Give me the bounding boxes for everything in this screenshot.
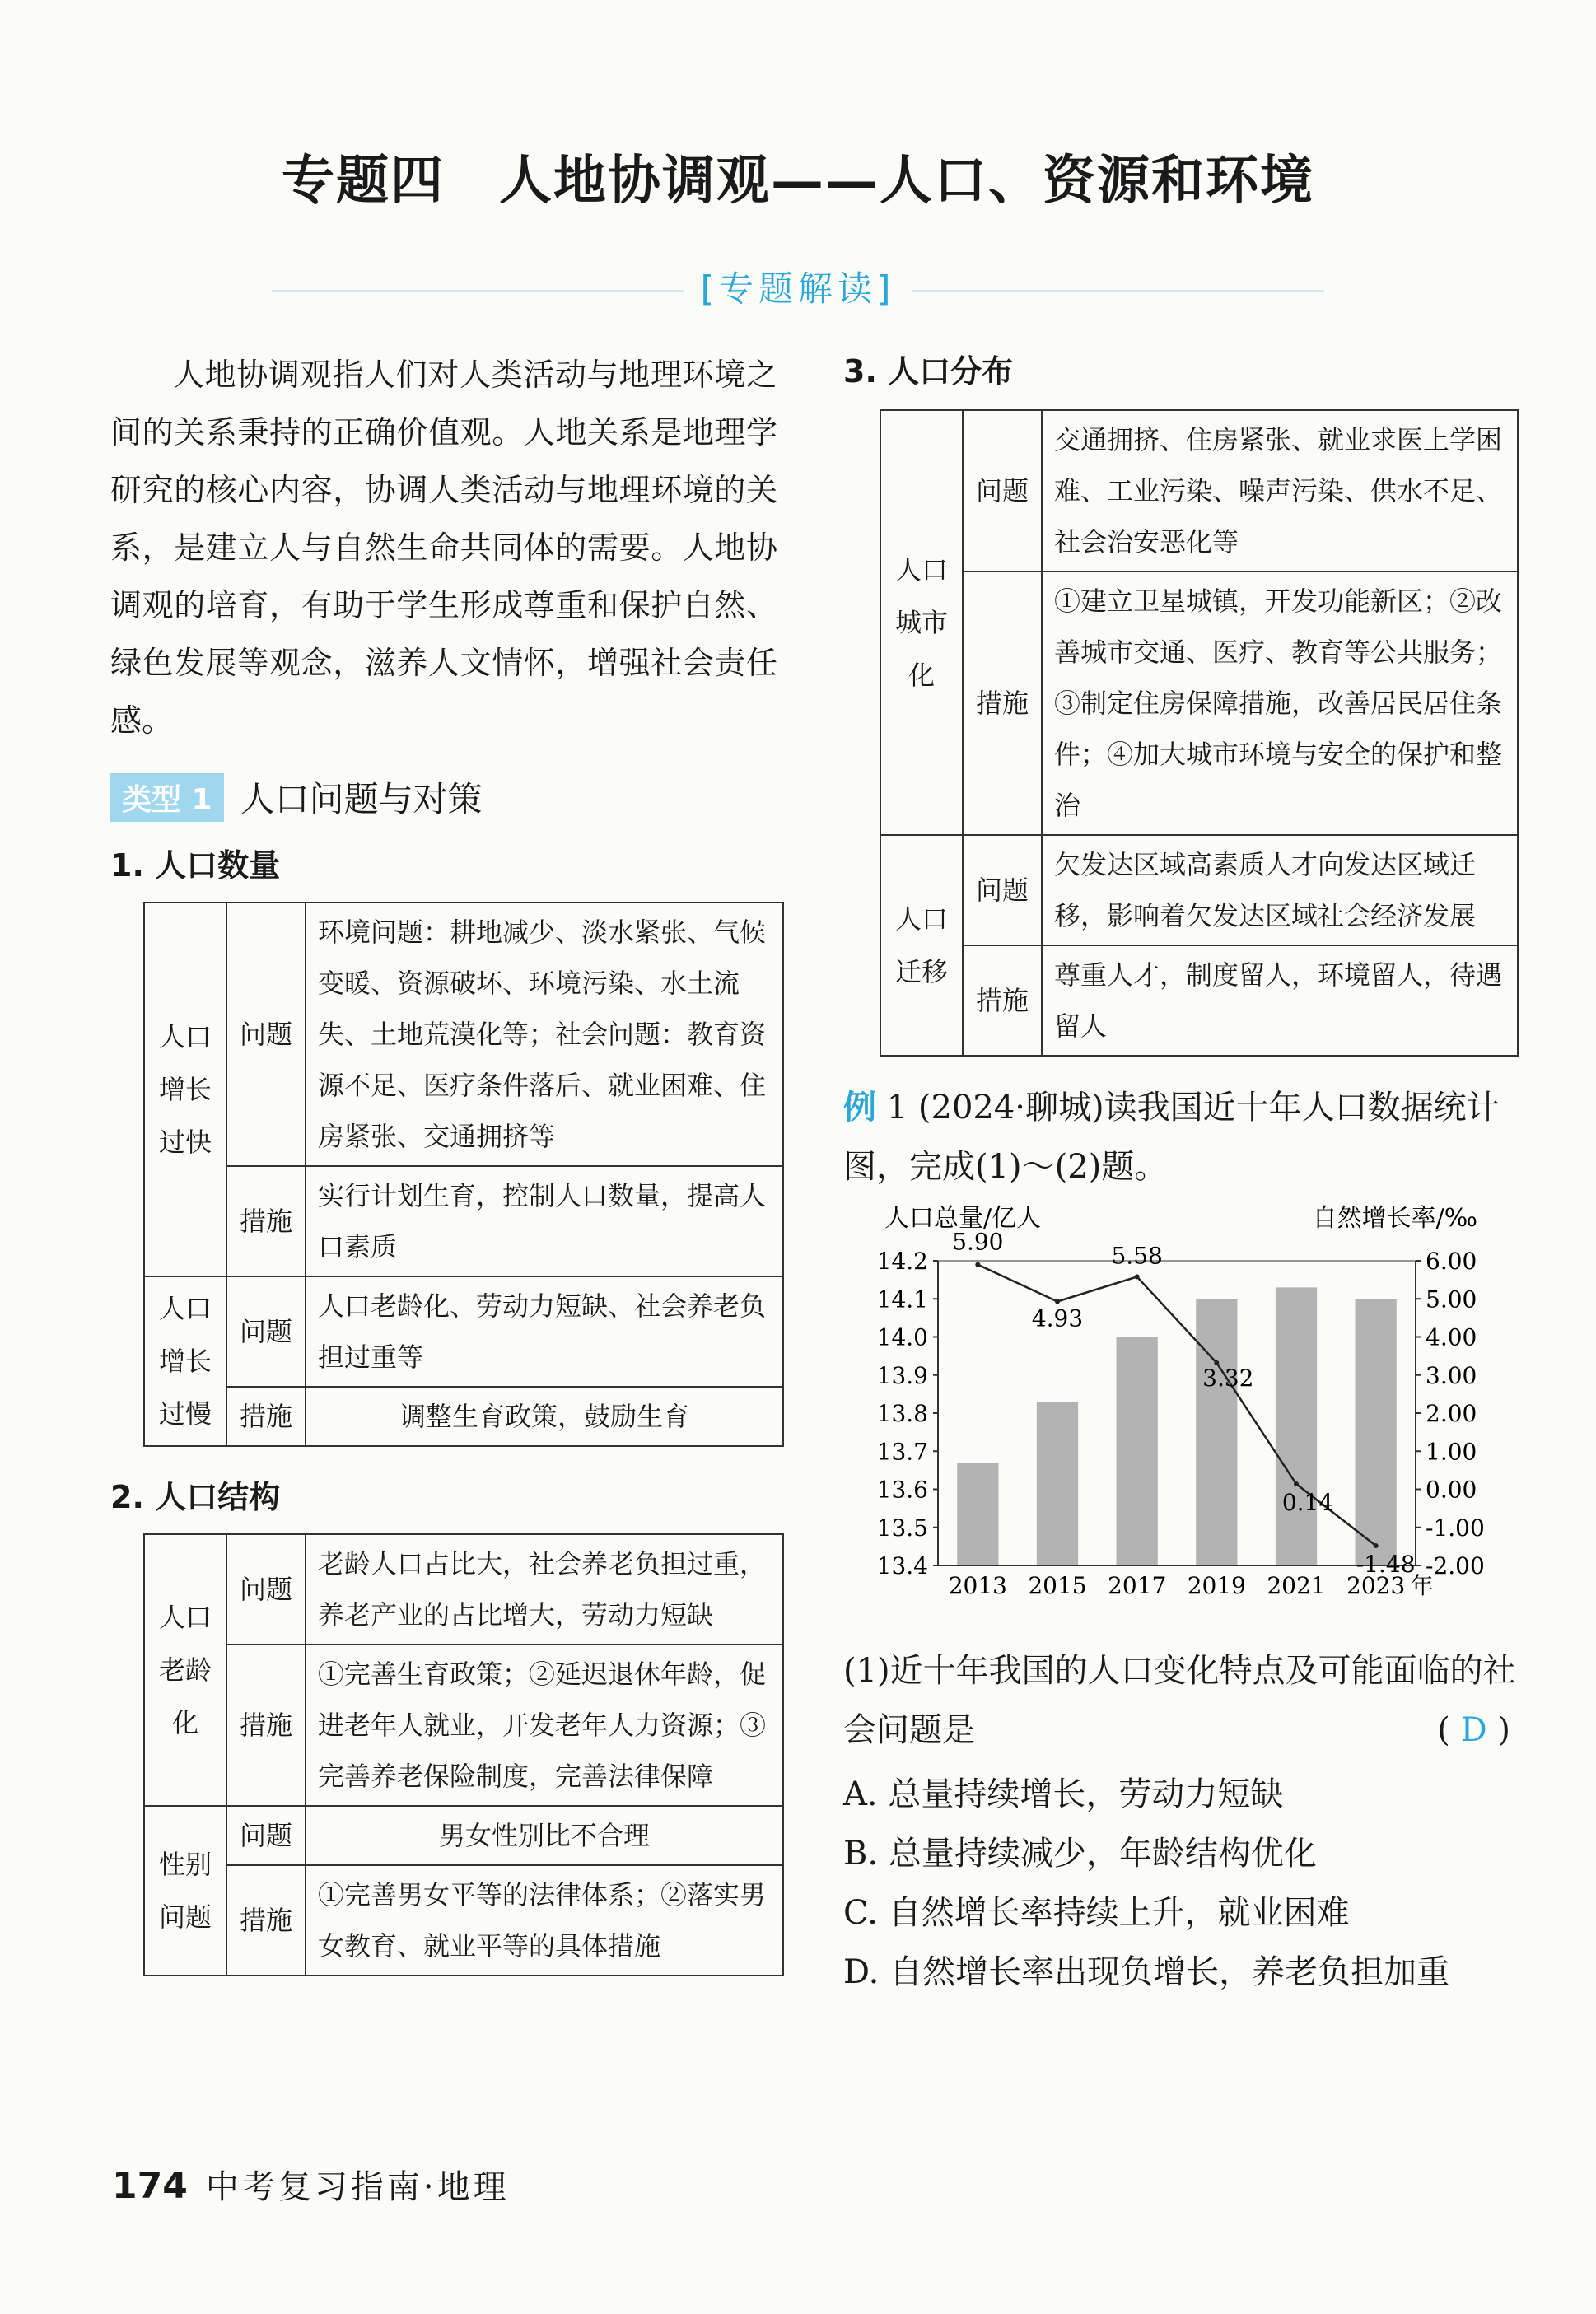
- content-cell: 老龄人口占比大，社会养老负担过重，养老产业的占比增大，劳动力短缺: [306, 1534, 783, 1645]
- label-cell: 措施: [226, 1865, 306, 1976]
- right-tick-label: 1.00: [1426, 1438, 1477, 1466]
- table-row: [144, 1166, 783, 1276]
- answer-close: ): [1497, 1711, 1510, 1749]
- right-column: [843, 346, 1519, 2002]
- right-tick-label: 5.00: [1426, 1285, 1477, 1313]
- left-tick-label: 13.8: [876, 1400, 928, 1427]
- left-tick-label: 14.0: [876, 1323, 928, 1351]
- left-axis-label: 人口总量/亿人: [884, 1204, 1042, 1233]
- right-tick-label: 2.00: [1426, 1400, 1477, 1427]
- label-cell: 问题: [963, 410, 1042, 572]
- content-cell: ①完善男女平等的法律体系；②落实男女教育、就业平等的具体措施: [306, 1865, 783, 1976]
- x-tick-label: 2017: [1108, 1572, 1167, 1599]
- growth-rate-point: [1294, 1481, 1299, 1486]
- x-tick-label: 2013: [948, 1572, 1007, 1599]
- content-cell: 欠发达区域高素质人才向发达区域迁移，影响着欠发达区域社会经济发展: [1042, 835, 1518, 945]
- growth-rate-label: 3.32: [1202, 1364, 1254, 1392]
- right-tick-label: -2.00: [1426, 1552, 1485, 1579]
- table-row: [144, 1645, 783, 1806]
- content-cell: 人口老龄化、劳动力短缺、社会养老负担过重等: [306, 1276, 783, 1387]
- example-number: 1: [886, 1089, 908, 1127]
- table-row: [880, 410, 1518, 572]
- x-tick-label: 2019: [1187, 1572, 1246, 1599]
- growth-rate-point: [1374, 1543, 1379, 1548]
- table-row: [144, 1806, 783, 1865]
- option-d: D. 自然增长率出现负增长，养老负担加重: [843, 1953, 1450, 1991]
- bar-2019: [1196, 1299, 1237, 1565]
- right-tick-label: -1.00: [1426, 1514, 1485, 1542]
- question-1: [843, 1641, 1519, 1760]
- answer-choice: D: [1460, 1711, 1487, 1749]
- left-tick-label: 13.6: [876, 1476, 928, 1504]
- bar-2017: [1117, 1337, 1158, 1566]
- options-list: [843, 1765, 1519, 2002]
- left-tick-label: 14.1: [876, 1285, 928, 1313]
- option-c: C. 自然增长率持续上升，就业困难: [843, 1894, 1350, 1932]
- label-cell: 问题: [963, 835, 1042, 945]
- bar-2015: [1037, 1402, 1078, 1565]
- left-column: [110, 346, 777, 1976]
- table-row: [144, 1534, 783, 1645]
- page-title: 专题四 人地协调观——人口、资源和环境: [282, 150, 1314, 212]
- page-number: 174: [112, 2165, 188, 2207]
- label-cell: 问题: [226, 1534, 306, 1645]
- label-cell: 措施: [226, 1387, 306, 1446]
- category-cell: 性别问题: [144, 1806, 226, 1976]
- left-tick-label: 13.9: [876, 1361, 928, 1389]
- x-unit-label: 年: [1410, 1572, 1434, 1599]
- growth-rate-point: [1135, 1274, 1140, 1279]
- left-tick-label: 14.2: [876, 1248, 928, 1275]
- growth-rate-label: 0.14: [1281, 1489, 1334, 1517]
- x-tick-label: 2021: [1267, 1572, 1326, 1599]
- section-heading-quantity: 1. 人口数量: [110, 847, 281, 884]
- category-cell: 人口增长过快: [144, 903, 226, 1276]
- label-cell: 措施: [226, 1166, 306, 1276]
- right-tick-label: 6.00: [1426, 1248, 1477, 1275]
- example-source: (2024·聊城): [917, 1089, 1104, 1127]
- table-row: [144, 1276, 783, 1387]
- content-cell: 实行计划生育，控制人口数量，提高人口素质: [306, 1166, 783, 1276]
- label-cell: 措施: [963, 945, 1042, 1056]
- answer-bracket: [1437, 1701, 1510, 1760]
- right-tick-label: 0.00: [1426, 1476, 1477, 1504]
- example-stem-text: 读我国近十年人口数据统计图，完成(1)～(2)题。: [843, 1089, 1500, 1186]
- category-cell: 人口城市化: [880, 410, 963, 835]
- section-subtitle: [专题解读]: [700, 268, 896, 309]
- bar-2021: [1276, 1287, 1317, 1565]
- content-cell: ①建立卫星城镇，开发功能新区；②改善城市交通、医疗、教育等公共服务；③制定住房保障措施，改善居民居住条件；④加大城市环境与安全的保护和整治: [1042, 572, 1518, 835]
- right-tick-label: 3.00: [1426, 1361, 1477, 1389]
- section-heading-distribution: 3. 人口分布: [843, 353, 1014, 390]
- table-row: [880, 835, 1518, 945]
- type-badge: 类型 1: [110, 773, 224, 822]
- type-title: 人口问题与对策: [240, 779, 483, 819]
- table-row: [144, 1387, 783, 1446]
- growth-rate-label: -1.48: [1356, 1550, 1416, 1578]
- bar-2023: [1356, 1299, 1397, 1565]
- right-axis-label: 自然增长率/‰: [1312, 1204, 1477, 1233]
- section-heading-structure: 2. 人口结构: [110, 1479, 281, 1515]
- growth-rate-label: 5.90: [952, 1228, 1004, 1256]
- right-tick-label: 4.00: [1426, 1323, 1477, 1351]
- table-population-quantity: [143, 902, 784, 1447]
- growth-rate-point: [975, 1262, 980, 1267]
- label-cell: 问题: [226, 903, 306, 1166]
- left-tick-label: 13.5: [876, 1514, 928, 1542]
- example-stem: [843, 1078, 1519, 1197]
- growth-rate-label: 5.58: [1111, 1242, 1163, 1270]
- example-label: 例: [843, 1089, 876, 1127]
- table-row: [144, 903, 783, 1166]
- label-cell: 措施: [226, 1645, 306, 1806]
- content-cell: 交通拥挤、住房紧张、就业求医上学困难、工业污染、噪声污染、供水不足、社会治安恶化等: [1042, 410, 1518, 572]
- content-cell: 尊重人才，制度留人，环境留人，待遇留人: [1042, 945, 1518, 1056]
- category-cell: 人口迁移: [880, 835, 963, 1056]
- content-cell: ①完善生育政策；②延迟退休年龄，促进老年人就业，开发老年人力资源；③完善养老保险制度，完善法律保障: [306, 1645, 783, 1806]
- growth-rate-point: [1055, 1299, 1060, 1304]
- content-cell: 环境问题：耕地减少、淡水紧张、气候变暖、资源破坏、环境污染、水土流失、土地荒漠化等；社会问题：教育资源不足、医疗条件落后、就业困难、住房紧张、交通拥挤等: [306, 903, 783, 1166]
- label-cell: 问题: [226, 1276, 306, 1387]
- option-b: B. 总量持续减少，年龄结构优化: [843, 1835, 1317, 1873]
- x-tick-label: 2015: [1028, 1572, 1087, 1599]
- label-cell: 措施: [963, 572, 1042, 835]
- left-tick-label: 13.4: [876, 1552, 928, 1579]
- category-cell: 人口增长过慢: [144, 1276, 226, 1446]
- table-population-structure: [143, 1533, 784, 1976]
- table-row: [144, 1865, 783, 1976]
- content-cell: 男女性别比不合理: [306, 1806, 783, 1865]
- page-footer: [112, 2161, 510, 2208]
- type-heading: [110, 772, 777, 822]
- content-cell: 调整生育政策，鼓励生育: [306, 1387, 783, 1446]
- label-cell: 问题: [226, 1806, 306, 1865]
- table-row: [880, 945, 1518, 1056]
- option-a: A. 总量持续增长，劳动力短缺: [843, 1775, 1284, 1813]
- table-population-distribution: [880, 409, 1519, 1057]
- bar-2013: [957, 1463, 998, 1565]
- x-tick-label: 2023: [1346, 1572, 1406, 1599]
- example-block: [843, 1078, 1519, 2002]
- left-tick-label: 13.7: [876, 1438, 928, 1466]
- book-title: 中考复习指南·地理: [205, 2168, 510, 2206]
- category-cell: 人口老龄化: [144, 1534, 226, 1806]
- growth-rate-label: 4.93: [1031, 1304, 1084, 1332]
- population-chart: [843, 1203, 1486, 1631]
- answer-open: (: [1437, 1711, 1450, 1749]
- question-text: (1)近十年我国的人口变化特点及可能面临的社会问题是: [843, 1652, 1516, 1749]
- table-row: [880, 572, 1518, 835]
- intro-paragraph: 人地协调观指人们对人类活动与地理环境之间的关系秉持的正确价值观。人地关系是地理学研究的核心内容，协调人类活动与地理环境的关系，是建立人与自然生命共同体的需要。人地协调观的培育，有助于学生形成尊重和保护自然、绿色发展等观念，滋养人文情怀，增强社会责任感。: [110, 357, 777, 739]
